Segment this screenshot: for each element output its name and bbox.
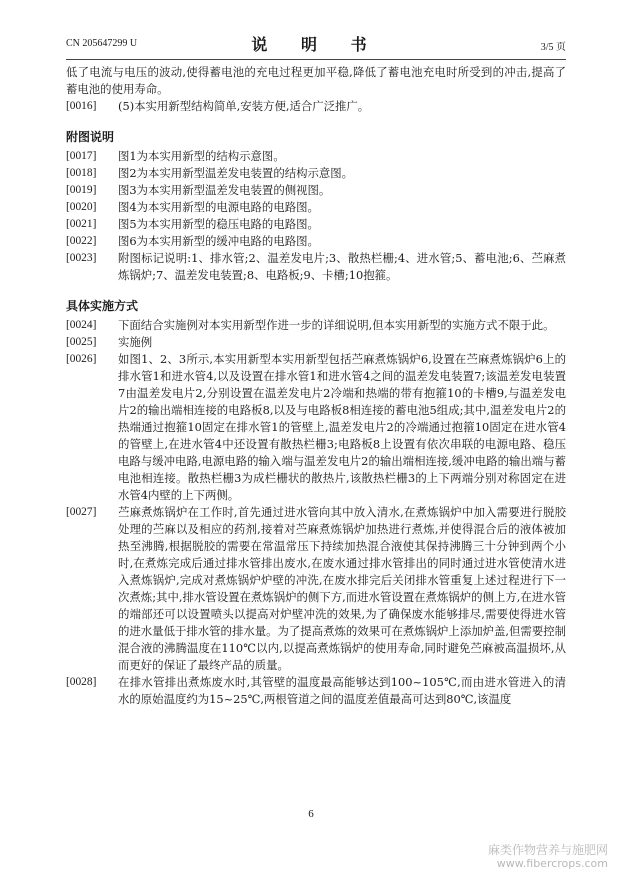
paragraph-0016 — [66, 98, 566, 115]
paragraph-0026 — [66, 351, 566, 504]
paragraph-number: [0020] — [66, 201, 97, 213]
paragraph-0017 — [66, 148, 566, 165]
paragraph-number: [0022] — [66, 235, 97, 247]
paragraph-0019 — [66, 182, 566, 199]
paragraph-0028 — [66, 674, 566, 708]
paragraph-0027 — [66, 504, 566, 674]
paragraph-text: 图1为本实用新型的结构示意图。 — [118, 149, 285, 163]
page-header — [66, 32, 566, 56]
paragraph-text: 在排水管排出煮炼废水时,其管壁的温度最高能够达到100~105℃,而由进水管进入的清水的原始温度约为15~25℃,两根管道之间的温度差值最高可达到80℃,该温度 — [118, 675, 566, 706]
paragraph-number: [0016] — [66, 100, 97, 112]
paragraph-number: [0028] — [66, 676, 97, 688]
paragraph-text: 图2为本实用新型温差发电装置的结构示意图。 — [118, 166, 354, 180]
continued-paragraph: 低了电流与电压的波动,使得蓄电池的充电过程更加平稳,降低了蓄电池充电时所受到的冲击,提高了蓄电池的使用寿命。 — [66, 65, 566, 96]
paragraph-text: 图5为本实用新型的稳压电路的电路图。 — [118, 217, 319, 231]
header-divider — [66, 59, 566, 60]
paragraph-text: 苎麻煮炼锅炉在工作时,首先通过进水管向其中放入清水,在煮炼锅炉中加入需要进行脱胶处理的苎麻以及相应的药剂,接着对苎麻煮炼锅炉加热进行煮炼,并使得混合后的液体被加热至沸腾,根据脱胶的需要在常温常压下持续加热混合液使其保持沸腾三十分钟到两个小时,在煮炼完成后通过排水管排出废水,在废水通过排水管排出的同时通过进水管使清水进入煮炼锅炉,完成对煮炼锅炉炉壁的冲洗,在废水排完后关闭排水管重复上述过程进行下一次煮炼;其中,排水管设置在煮炼锅炉的侧下方,而进水管设置在煮炼锅炉的侧上方,在进水管的端部还可以设置喷头以提高对炉壁冲洗的效果,为了确保废水能够排尽,需要使得进水管的进水量低于排水管的排水量。为了提高煮炼的效果可在煮炼锅炉上添加炉盖,但需要控制混合液的沸腾温度在110℃以内,以提高煮炼锅炉的使用寿命,同时避免苎麻被高温损坏,从而更好的保证了最终产品的质量。 — [118, 505, 566, 672]
paragraph-number: [0023] — [66, 252, 97, 264]
paragraph-text: 下面结合实施例对本实用新型作进一步的详细说明,但本实用新型的实施方式不限于此。 — [118, 318, 555, 332]
paragraph-number: [0024] — [66, 319, 97, 331]
document-body — [66, 64, 566, 708]
watermark-url: www.fibercrops.com — [496, 857, 608, 870]
paragraph-0018 — [66, 165, 566, 182]
page-count: 3/5 页 — [540, 42, 566, 53]
paragraph-0024 — [66, 317, 566, 334]
site-watermark — [488, 843, 608, 871]
paragraph-0023 — [66, 250, 566, 284]
paragraph-0021 — [66, 216, 566, 233]
paragraph-number: [0018] — [66, 167, 97, 179]
paragraph-text: (5)本实用新型结构简单,安装方便,适合广泛推广。 — [118, 99, 370, 113]
paragraph-number: [0027] — [66, 506, 97, 518]
paragraph-text: 图6为本实用新型的缓冲电路的电路图。 — [118, 234, 319, 248]
page-number: 6 — [308, 808, 314, 820]
paragraph-text: 实施例 — [118, 335, 153, 349]
paragraph-number: [0019] — [66, 184, 97, 196]
patent-number: CN 205647299 U — [66, 38, 138, 49]
paragraph-0020 — [66, 199, 566, 216]
document-title: 说 明 书 — [251, 35, 381, 54]
paragraph-text: 图4为本实用新型的电源电路的电路图。 — [118, 200, 319, 214]
paragraph-text: 附图标记说明:1、排水管;2、温差发电片;3、散热栏栅;4、进水管;5、蓄电池;6、苎麻煮炼锅炉;7、温差发电装置;8、电路板;9、卡槽;10抱箍。 — [118, 251, 566, 282]
section-heading-figures: 附图说明 — [66, 130, 115, 144]
section-heading-embodiment: 具体实施方式 — [66, 299, 139, 313]
paragraph-0025 — [66, 334, 566, 351]
paragraph-number: [0026] — [66, 353, 97, 365]
paragraph-0022 — [66, 233, 566, 250]
paragraph-number: [0021] — [66, 218, 97, 230]
watermark-site-name: 麻类作物营养与施肥网 — [487, 843, 608, 857]
paragraph-text: 如图1、2、3所示,本实用新型本实用新型包括苎麻煮炼锅炉6,设置在苎麻煮炼锅炉6上的排水管1和进水管4,以及设置在排水管1和进水管4之间的温差发电装置7;该温差发电装置7由温差发电片2,分别设置在温差发电片2冷端和热端的带有抱箍10的卡槽9,与温差发电片2的输出端相连接的电路板8,以及与电路板8相连接的蓄电池5组成;其中,温差发电片2的热端通过抱箍10固定在排水管1的管壁上,温差发电片2的冷端通过抱箍10固定在进水管4的管壁上,在进水管4中还设置有散热栏栅3;电路板8上设置有依次串联的电源电路、稳压电路与缓冲电路,电源电路的输入端与温差发电片2的输出端相连接,缓冲电路的输出端与蓄电池相连接。散热栏栅3为成栏栅状的散热片,该散热栏栅3的上下两端分别对称固定在进水管4内壁的上下两侧。 — [118, 352, 566, 502]
paragraph-number: [0025] — [66, 336, 97, 348]
paragraph-text: 图3为本实用新型温差发电装置的侧视图。 — [118, 183, 331, 197]
paragraph-number: [0017] — [66, 150, 97, 162]
